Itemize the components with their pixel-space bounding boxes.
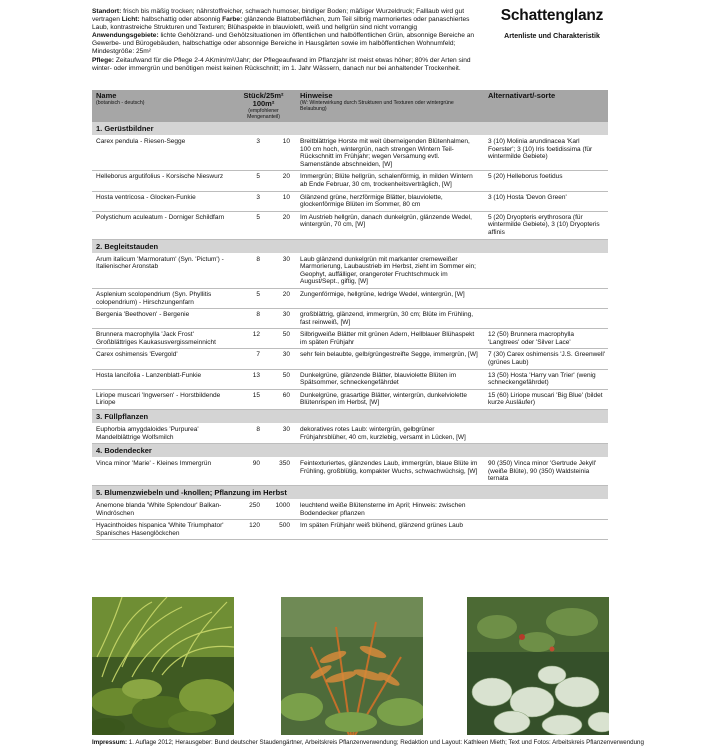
qty-100m2: 10 [266,136,296,171]
header-notes: Hinweise (W: Winterwirkung durch Strukturen und Texturen oder wintergrüne Belaubung) [296,90,484,122]
header-name: Name (botanisch - deutsch) [92,90,230,122]
qty-25m2: 13 [230,369,266,389]
plant-note: dekoratives rotes Laub: wintergrün, gelbgrüner Frühjahrsblüher, 40 cm, kurzlebig, versamt in Lücken, [W] [296,424,484,444]
table-row [92,253,608,288]
plant-note: großblättrig, glänzend, immergrün, 30 cm; Blüte im Frühling, fast reinweiß, [W] [296,309,484,329]
qty-100m2: 50 [266,369,296,389]
plant-alternative [484,424,608,444]
plant-note: Im Austrieb hellgrün, danach dunkelgrün, glänzende Wedel, wintergrün, 70 cm, [W] [296,211,484,239]
plant-name: Brunnera macrophylla 'Jack Frost' Großblättriges Kaukasusvergissmeinnicht [92,329,230,349]
qty-100m2: 50 [266,329,296,349]
plant-name: Vinca minor 'Marie' - Kleines Immergrün [92,458,230,486]
imprint-text: 1. Auflage 2012; Herausgeber: Bund deutscher Staudengärtner, Arbeitskreis Pflanzenverwendung; Redaktion und Layout: Kathleen Mieth; Text und Fotos: Arbeitskreis Pflanzenverwendung [127,739,644,746]
header-notes-sub: (W: Winterwirkung durch Strukturen und Texturen oder wintergrüne Belaubung) [300,100,454,112]
table-row [92,136,608,171]
table-row [92,171,608,191]
qty-100m2: 20 [266,171,296,191]
plant-alternative [484,309,608,329]
qty-25m2: 3 [230,136,266,171]
standort-label: Standort: [92,8,122,15]
qty-100m2: 30 [266,349,296,369]
qty-25m2: 7 [230,349,266,369]
header-count: Stück/25m² 100m² (empfohlener Mengenanteil) [230,90,296,122]
plant-name: Liriope muscari 'Ingwersen' - Horstbildende Liriope [92,389,230,409]
pflege-text: Zeitaufwand für die Pflege 2-4 AKmin/m²/Jahr; der Pflegeaufwand im Pflanzjahr ist meist etwas höher; 80% der Arten sind winter- oder immergrün und benötigen meist keinen Rückschnitt; im 1. Jahr Wässern, danach nur bei anhaltender Trockenheit. [92,56,471,72]
imprint-label: Impressum: [92,739,128,746]
plant-alternative [484,520,608,540]
plant-name: Hosta lancifolia - Lanzenblatt-Funkie [92,369,230,389]
section-row [92,122,608,136]
plant-name: Asplenium scolopendrium (Syn. Phyllitis colopendrium) - Hirschzungenfarn [92,288,230,308]
plant-alternative [484,288,608,308]
qty-100m2: 10 [266,191,296,211]
plant-note: Laub glänzend dunkelgrün mit markanter cremeweißer Marmorierung, Laubaustrieb im Herbst, zieht im Sommer ein; Geophyt, auffälliger, orangeroter Fruchtschmuck im August/Sept., giftig, [W] [296,253,484,288]
qty-25m2: 120 [230,520,266,540]
plant-note: Zungenförmige, hellgrüne, ledrige Wedel, wintergrün, [W] [296,288,484,308]
plant-name: Polystichum aculeatum - Dorniger Schildfarn [92,211,230,239]
plant-alternative [484,500,608,520]
table-body [92,122,608,540]
qty-25m2: 15 [230,389,266,409]
plant-alternative: 3 (10) Molinia arundinacea 'Karl Foerster'; 3 (10) Iris foetidissima (für wintermilde Gebiete) [484,136,608,171]
section-row [92,239,608,253]
table-row [92,458,608,486]
hosta-carex-photo [92,597,234,735]
table-row [92,389,608,409]
anwendung-text: lichte Gehölzrand- und Gehölzsituationen im öffentlichen und halböffentlichen Grün, absonnige Bereiche an Gewerbe- und Bürogebäuden, halbschattige oder absonnige Bereiche in Hausgärten sowie im halböffentlichen Wohnumfeld; Mindestgröße: 25m² [92,32,475,56]
section-row [92,444,608,458]
plant-name: Arum italicum 'Marmoratum' (Syn. 'Pictum') - Italienischer Aronstab [92,253,230,288]
header-name-sub: (botanisch - deutsch) [96,100,145,106]
section-title: 5. Blumenzwiebeln und -knollen; Pflanzung im Herbst [92,486,608,500]
table-row [92,211,608,239]
plant-name: Hyacinthoides hispanica 'White Triumphator' Spanisches Hasenglöckchen [92,520,230,540]
header-count-sub: (empfohlener Mengenanteil) [247,108,280,120]
section-title: 3. Füllpflanzen [92,410,608,424]
plant-alternative: 90 (350) Vinca minor 'Gertrude Jekyll' (weiße Blüte), 90 (350) Waldsteinia ternata [484,458,608,486]
plant-note: sehr fein belaubte, gelb/grüngestreifte Segge, immergrün, [W] [296,349,484,369]
header-alt: Alternativart/-sorte [488,91,556,100]
plant-name: Helleborus argutifolius - Korsische Nieswurz [92,171,230,191]
plant-name: Carex pendula - Riesen-Segge [92,136,230,171]
table-header-row [92,90,608,122]
qty-25m2: 3 [230,191,266,211]
qty-25m2: 8 [230,253,266,288]
licht-label: Licht: [121,16,140,24]
plant-note: Glänzend grüne, herzförmige Blätter, blauviolette, glockenförmige Blüten im Sommer, 80 cm [296,191,484,211]
plant-alternative: 15 (60) Liriope muscari 'Big Blue' (bildet kurze Ausläufer) [484,389,608,409]
qty-100m2: 1000 [266,500,296,520]
plant-name: Anemone blanda 'White Splendour' Balkan-Windröschen [92,500,230,520]
qty-25m2: 5 [230,171,266,191]
plant-alternative: 12 (50) Brunnera macrophylla 'Langtrees' oder 'Silver Lace' [484,329,608,349]
plant-alternative [484,253,608,288]
plant-alternative: 5 (20) Helleborus foetidus [484,171,608,191]
table-row [92,349,608,369]
qty-100m2: 30 [266,309,296,329]
pflege-label: Pflege: [92,56,114,64]
plant-name: Bergenia 'Beethoven' - Bergenie [92,309,230,329]
table-row [92,500,608,520]
section-row [92,486,608,500]
qty-25m2: 90 [230,458,266,486]
qty-25m2: 12 [230,329,266,349]
fern-photo [281,597,423,735]
brand-title: Schattenglanz [500,7,604,24]
table-row [92,329,608,349]
plant-note: Feintexturiertes, glänzendes Laub, immergrün, blaue Blüte im Frühling, großblütig, kompakter Wuchs, schwachwüchsig, [W] [296,458,484,486]
farbe-label: Farbe: [222,16,243,24]
plant-alternative: 3 (10) Hosta 'Devon Green' [484,191,608,211]
anwendung-label: Anwendungsgebiete: [92,32,159,40]
qty-25m2: 5 [230,288,266,308]
qty-25m2: 8 [230,309,266,329]
plant-note: Dunkelgrüne, grasartige Blätter, wintergrün, dunkelviolette Blütenrispen im Herbst, [W] [296,389,484,409]
table-row [92,520,608,540]
qty-100m2: 60 [266,389,296,409]
table-row [92,288,608,308]
plant-name: Hosta ventricosa - Glocken-Funkie [92,191,230,211]
section-title: 1. Gerüstbildner [92,122,608,136]
qty-25m2: 8 [230,424,266,444]
plant-alternative: 7 (30) Carex oshimensis 'J.S. Greenwell' (grünes Laub) [484,349,608,369]
plant-note: Dunkelgrüne, glänzende Blätter, blauviolette Blüten im Spätsommer, schneckengefährdet [296,369,484,389]
plant-name: Euphorbia amygdaloides 'Purpurea' Mandelblättrige Wolfsmilch [92,424,230,444]
brand-block [492,7,612,43]
qty-25m2: 250 [230,500,266,520]
plant-note: leuchtend weiße Blütensterne im April; Hinweis: zwischen Bodendecker pflanzen [296,500,484,520]
licht-text: halbschattig oder absonnig [139,16,223,24]
imprint [92,739,644,747]
qty-25m2: 5 [230,211,266,239]
plant-note: Silbrigweiße Blätter mit grünen Adern, Hellblauer Blühaspekt im späten Frühjahr [296,329,484,349]
table-row [92,424,608,444]
table-row [92,191,608,211]
plant-alternative: 5 (20) Dryopteris erythrosora (für wintermilde Gebiete), 3 (10) Dryopteris affinis [484,211,608,239]
qty-100m2: 30 [266,424,296,444]
plant-alternative: 13 (50) Hosta 'Harry van Trier' (wenig schneckengefährdet) [484,369,608,389]
brunnera-photo [467,597,609,735]
plant-table [92,90,608,540]
plant-name: Carex oshimensis 'Evergold' [92,349,230,369]
farbe-text: glänzende Blattoberflächen, zum Teil silbrig marmoriertes oder panaschiertes Laub, kontrastreiche Strukturen und Texturen; Blühaspekte in blauviolett, weiß und hellgrün sind nicht vorrangig [92,16,470,32]
table-row [92,309,608,329]
section-title: 2. Begleitstauden [92,239,608,253]
table-row [92,369,608,389]
qty-100m2: 20 [266,288,296,308]
standort-text: frisch bis mäßig trocken; nährstoffreicher, schwach humoser, bindiger Boden; mäßiger Wurzeldruck; Falllaub wird gut vertragen [92,8,465,24]
plant-note: Breitblättrige Horste mit weit überneigenden Blütenhalmen, 100 cm hoch, wintergrün, nach strengen Wintern Teil-Rückschnitt im Frühjahr; wegen Versamung evtl. Samenstände abschneiden, [W] [296,136,484,171]
qty-100m2: 500 [266,520,296,540]
qty-100m2: 30 [266,253,296,288]
intro-text [92,8,486,73]
qty-100m2: 20 [266,211,296,239]
plant-note: Im späten Frühjahr weiß blühend, glänzend grünes Laub [296,520,484,540]
brand-subtitle: Artenliste und Charakteristik [504,33,600,40]
section-row [92,410,608,424]
plant-note: Immergrün; Blüte hellgrün, schalenförmig, in milden Wintern ab Ende Februar, 30 cm, trockenheitsverträglich, [W] [296,171,484,191]
section-title: 4. Bodendecker [92,444,608,458]
qty-100m2: 350 [266,458,296,486]
